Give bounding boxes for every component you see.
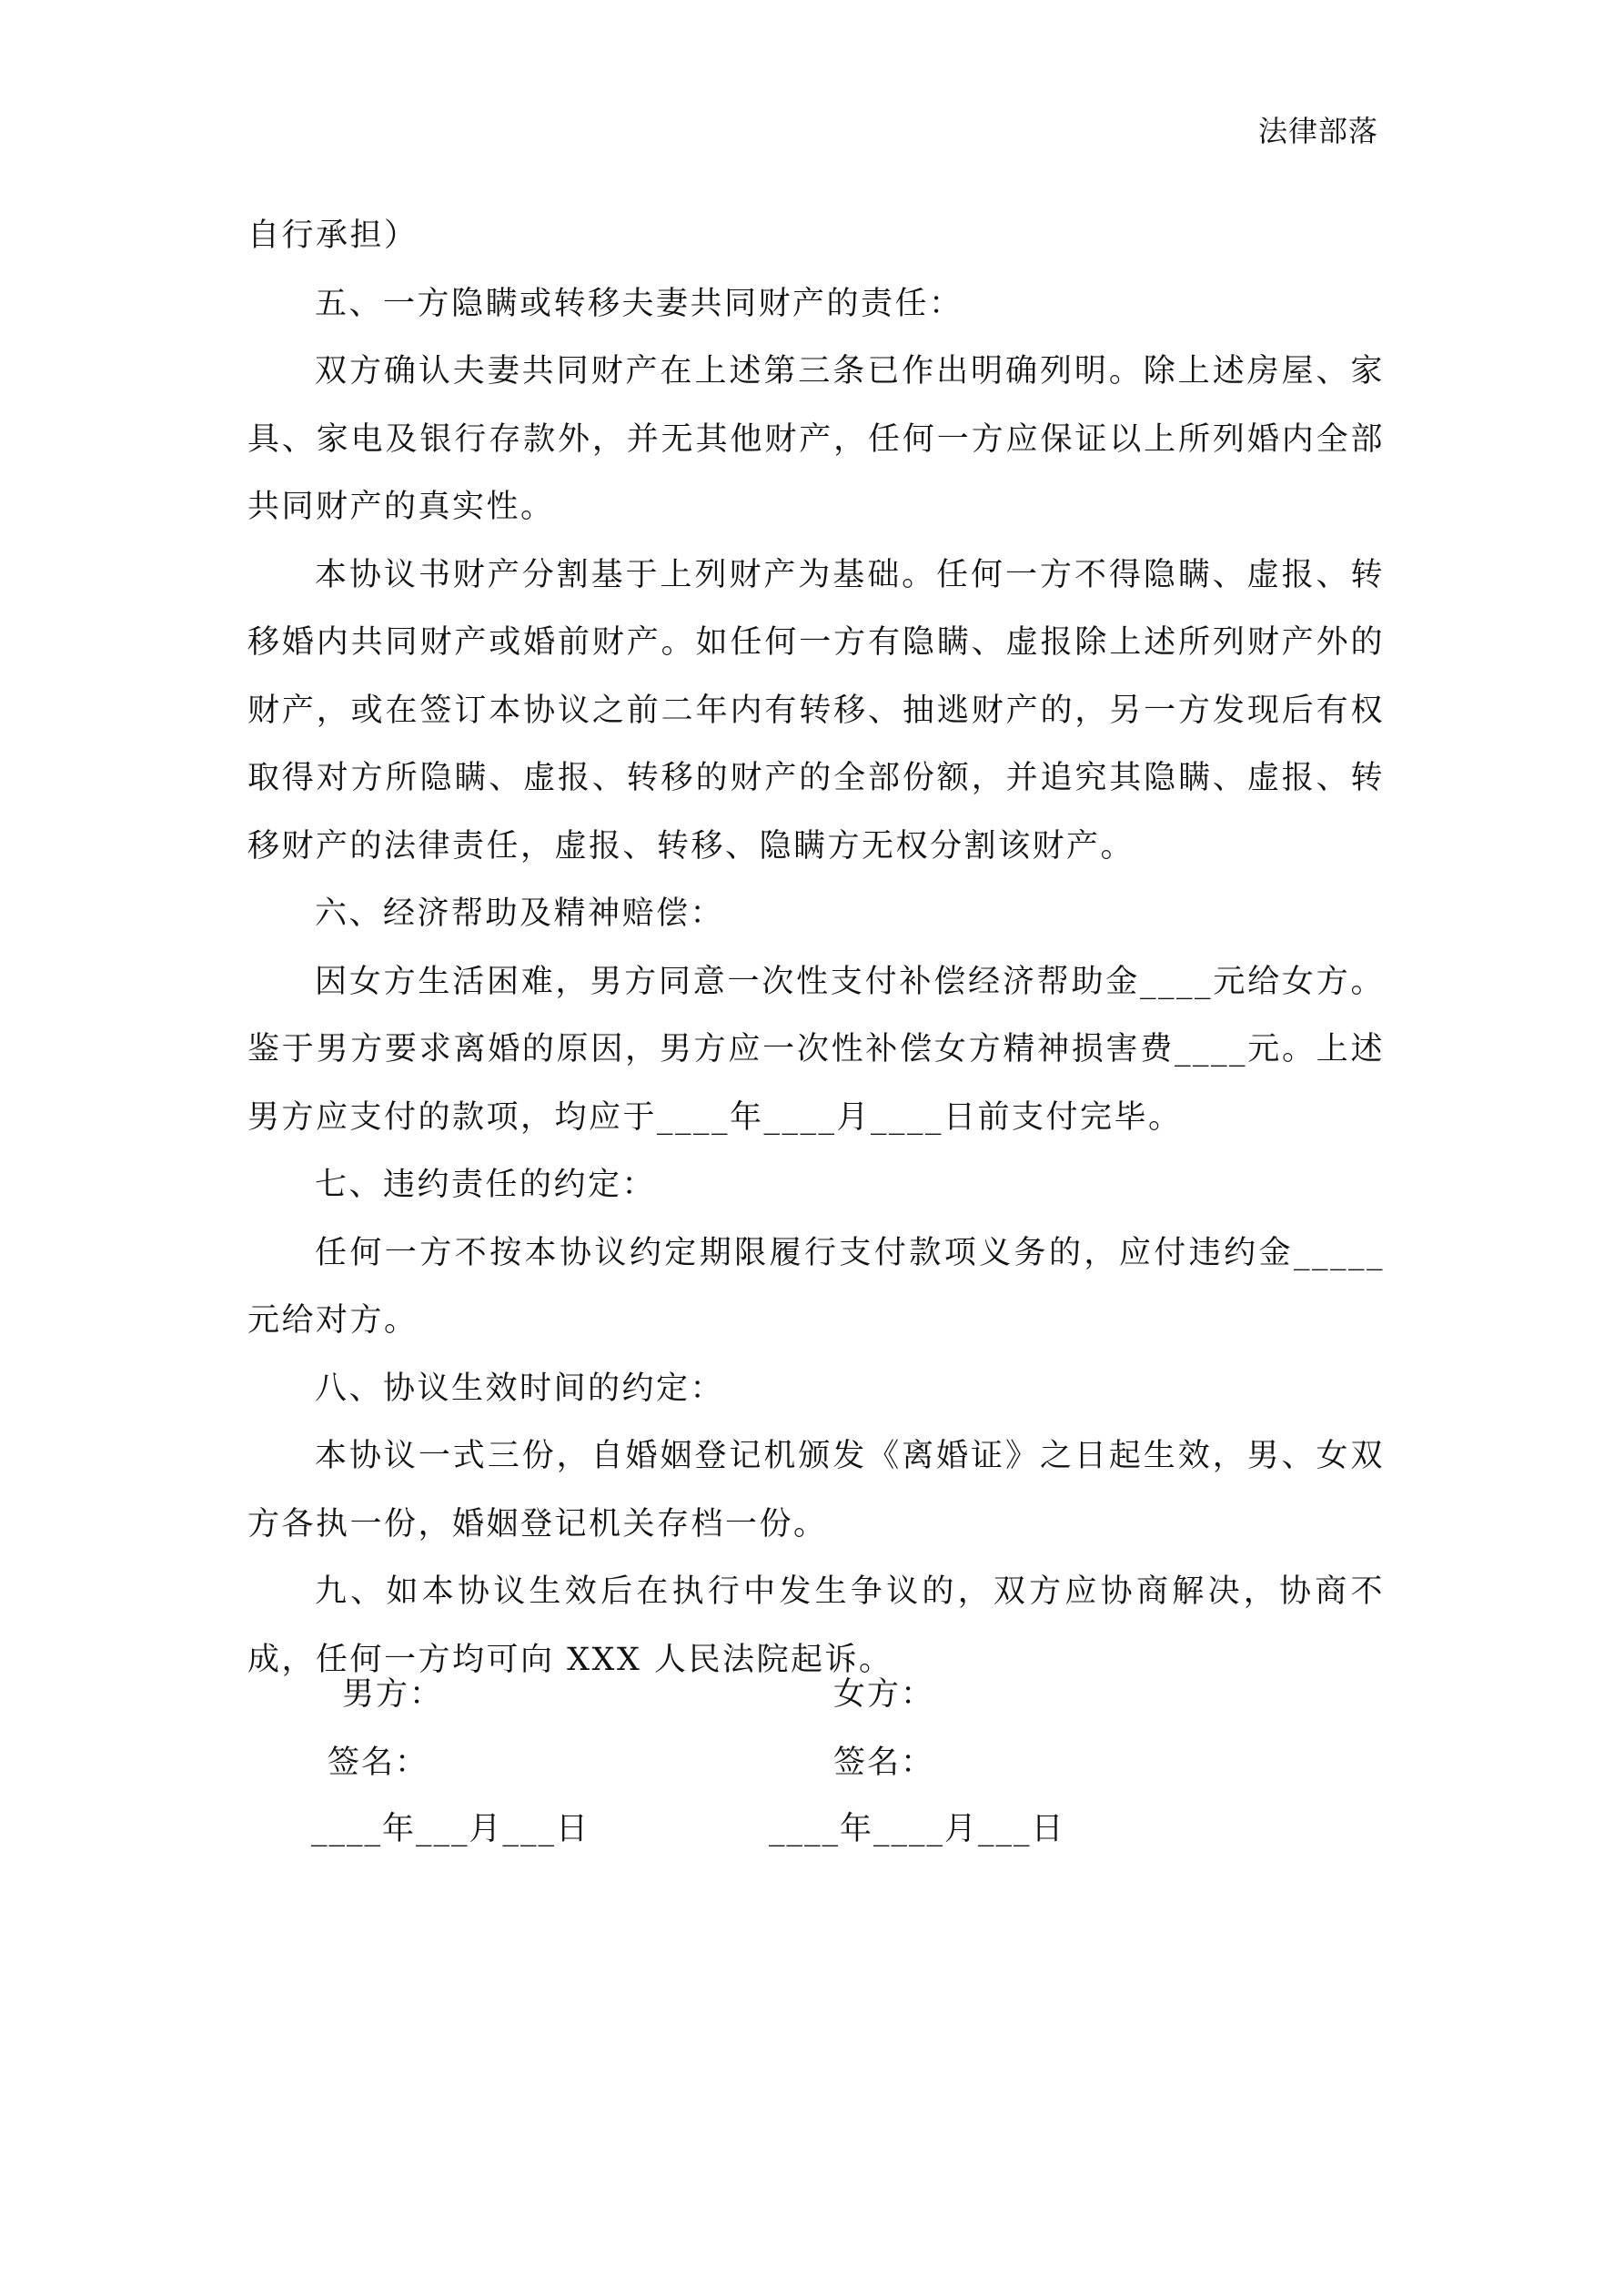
paragraph: 自行承担）	[247, 217, 419, 254]
paragraph: 任何一方不按本协议约定期限履行支付款项义务的，应付违约金_____元给对方。	[247, 1234, 1385, 1339]
paragraph: 双方确认夫妻共同财产在上述第三条已作出明确列明。除上述房屋、家具、家电及银行存款外，并无其他财产，任何一方应保证以上所列婚内全部共同财产的真实性。	[247, 353, 1385, 525]
paragraph: 九、如本协议生效后在执行中发生争议的，双方应协商解决，协商不成，任何一方均可向 XXX 人民法院起诉。	[247, 1573, 1385, 1678]
male-date-field: ____年___月___日	[311, 1811, 590, 1847]
male-signature-label: 签名：	[328, 1745, 429, 1781]
section-heading-7: 七、违约责任的约定：	[315, 1167, 657, 1203]
female-party-label: 女方：	[833, 1676, 935, 1713]
female-signature-label: 签名：	[833, 1745, 935, 1781]
paragraph: 因女方生活困难，男方同意一次性支付补偿经济帮助金____元给女方。鉴于男方要求离婚的原因，男方应一次性补偿女方精神损害费____元。上述男方应支付的款项，均应于____年____月____日前支付完毕。	[247, 963, 1385, 1136]
male-party-label: 男方：	[342, 1676, 444, 1713]
section-heading-6: 六、经济帮助及精神赔偿：	[315, 895, 725, 932]
paragraph: 本协议书财产分割基于上列财产为基础。任何一方不得隐瞒、虚报、转移婚内共同财产或婚前财产。如任何一方有隐瞒、虚报除上述所列财产外的财产，或在签订本协议之前二年内有转移、抽逃财产的，另一方发现后有权取得对方所隐瞒、虚报、转移的财产的全部份额，并追究其隐瞒、虚报、转移财产的法律责任，虚报、转移、隐瞒方无权分割该财产。	[247, 556, 1385, 865]
section-heading-5: 五、一方隐瞒或转移夫妻共同财产的责任：	[315, 285, 963, 322]
female-date-field: ____年____月___日	[769, 1811, 1065, 1847]
page-header: 法律部落	[1257, 114, 1378, 148]
document-body	[247, 202, 1385, 1694]
paragraph: 本协议一式三份，自婚姻登记机颁发《离婚证》之日起生效，男、女双方各执一份，婚姻登记机关存档一份。	[247, 1438, 1385, 1542]
section-heading-8: 八、协议生效时间的约定：	[315, 1370, 725, 1407]
